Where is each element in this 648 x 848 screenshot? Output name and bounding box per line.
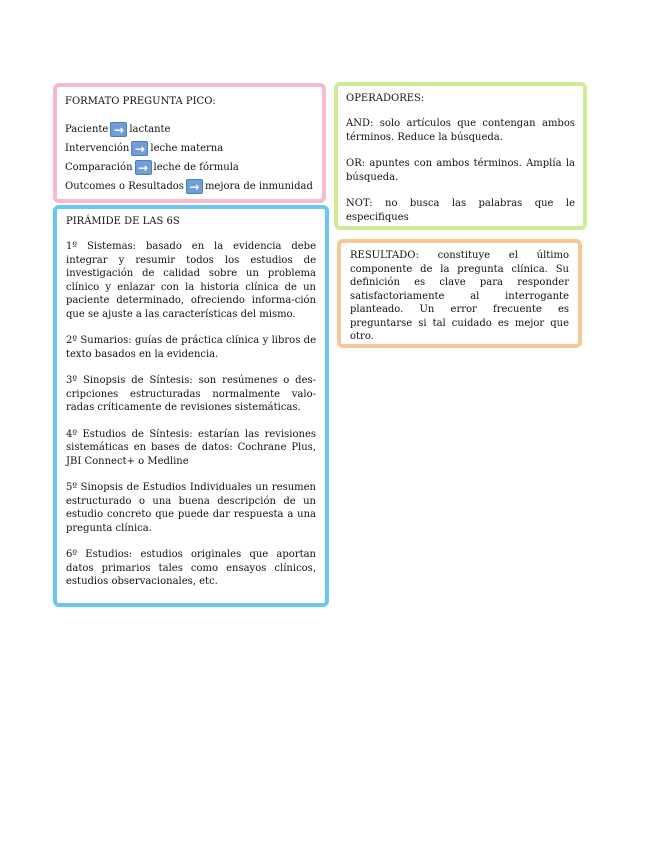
right-arrow-icon xyxy=(135,160,152,175)
piramide-item-estudios: 6º Estudios: estudios originales que aportan datos primarios tales como ensayos clínicos, estudios observacionales, etc. xyxy=(66,549,316,587)
piramide-item-sinopsis-sintesis: 3º Sinopsis de Síntesis: son resúmenes o des-cripciones estructuradas normalmente valo-radas críticamente de revisiones sistemáticas. xyxy=(66,375,316,413)
pico-label: Paciente xyxy=(65,124,109,135)
right-arrow-icon xyxy=(110,122,127,137)
right-arrow-icon xyxy=(131,141,148,156)
pico-row-outcomes xyxy=(65,177,314,196)
piramide-item-estudios-sintesis: 4º Estudios de Síntesis: estarían las revisiones sistemáticas en bases de datos: Cochrane Plus, JBI Connect+ o Medline xyxy=(66,428,316,467)
piramide-item-sistemas: 1º Sistemas: basado en la evidencia debe integrar y resumir todos los estudios de investigación de calidad sobre un problema clínico y enlazar con la historia clínica de un paciente determinado, ofreciendo informa-ción que se ajuste a las características del mismo. xyxy=(66,241,316,320)
operadores-box xyxy=(334,82,587,230)
pico-label: Intervención xyxy=(65,143,130,154)
pico-format-box xyxy=(53,83,326,203)
resultado-text: RESULTADO: constituye el último componente de la pregunta clínica. Su definición es clave para responder satisfactoriamente al interrogante planteado. Un error frecuente es preguntarse si tal cuidado es mejor que otro. xyxy=(350,250,569,342)
pico-title: FORMATO PREGUNTA PICO: xyxy=(65,96,216,107)
piramide-item-sinopsis-estudios: 5º Sinopsis de Estudios Individuales un resumen estructurado o una buena descripción de un estudio concreto que puede dar respuesta a una pregunta clínica. xyxy=(66,482,316,534)
piramide-box xyxy=(53,205,329,607)
operador-and: AND: solo artículos que contengan ambos términos. Reduce la búsqueda. xyxy=(346,118,575,143)
operador-not: NOT: no busca las palabras que le especifiques xyxy=(346,198,575,223)
piramide-item-sumarios: 2º Sumarios: guías de práctica clínica y libros de texto basados en la evidencia. xyxy=(66,335,316,360)
pico-value: lactante xyxy=(129,124,171,135)
right-arrow-icon xyxy=(186,179,203,194)
pico-row-intervencion xyxy=(65,139,314,158)
pico-value: leche materna xyxy=(150,143,224,154)
pico-row-paciente xyxy=(65,120,314,139)
operadores-title: OPERADORES: xyxy=(346,93,425,104)
piramide-title: PIRÁMIDE DE LAS 6S xyxy=(66,216,180,227)
pico-value: leche de fórmula xyxy=(153,162,239,173)
pico-value: mejora de inmunidad xyxy=(204,181,313,192)
resultado-box xyxy=(337,239,582,348)
operador-or: OR: apuntes con ambos términos. Amplía la búsqueda. xyxy=(346,158,575,183)
pico-label: Comparación xyxy=(65,162,133,173)
pico-label: Outcomes o Resultados xyxy=(65,181,184,192)
pico-row-comparacion xyxy=(65,158,314,177)
